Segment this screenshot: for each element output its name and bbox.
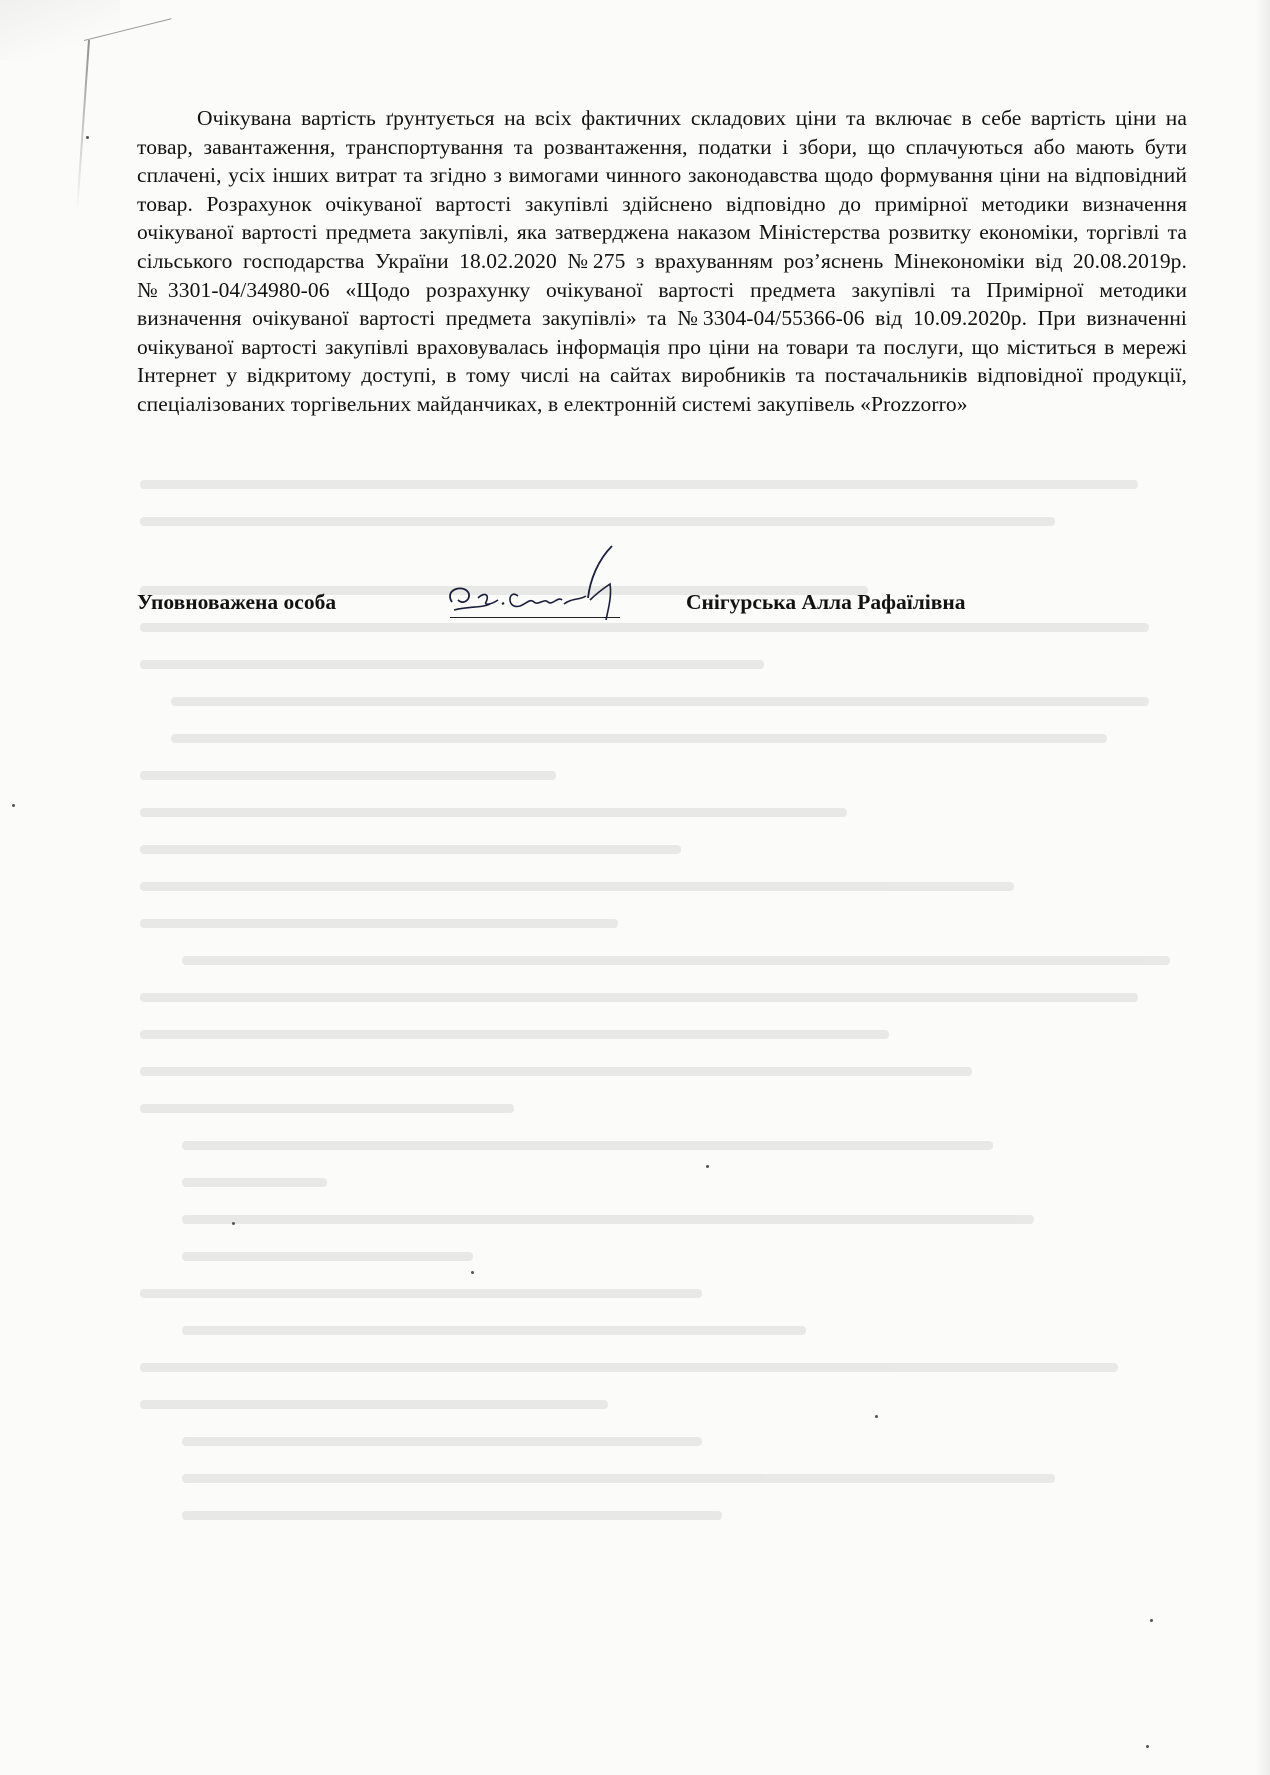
authorized-person-label: Уповноважена особа — [137, 590, 337, 614]
signer-name: Снігурська Алла Рафаїлівна — [686, 590, 966, 614]
page-folded-corner — [0, 0, 120, 60]
expected-cost-justification-paragraph: Очікувана вартість ґрунтується на всіх фактичних складових ціни та включає в себе вартість ціни на товар, завантаження, транспортування та розвантаження, податки і збори, що сплачуються або мають бути сплачені, усіх інших витрат та згідно з вимогами чинного законодавства щодо формування ціни на відповідний товар. Розрахунок очікуваної вартості закупівлі здійснено відповідно до примірної методики визначення очікуваної вартості предмета закупівлі, яка затверджена наказом Міністерства розвитку економіки, торгівлі та сільського господарства України 18.02.2020 №275 з врахуванням роз’яснень Мінекономіки від 20.08.2019р. №3301-04/34980-06 «Щодо розрахунку очікуваної вартості предмета закупівлі та Примірної методики визначення очікуваної вартості предмета закупівлі» та №3304-04/55366-06 від 10.09.2020р. При визначенні очікуваної вартості закупівлі враховувалась інформація про ціни на товари та послуги, що міститься в мережі Інтернет у відкритому доступі, в тому числі на сайтах виробників та постачальників відповідної продукції, спеціалізованих торгівельних майданчиках, в електронній системі закупівель «Prozzorro» — [137, 106, 1187, 416]
handwritten-signature — [440, 540, 660, 630]
page-edge-shadow — [76, 40, 90, 210]
scan-speck — [12, 804, 15, 807]
scan-speck — [1146, 1745, 1149, 1748]
scan-speck — [471, 1271, 474, 1274]
scan-speck — [1150, 1619, 1153, 1622]
scan-speck — [875, 1415, 878, 1418]
scan-edge-shadow — [1256, 0, 1270, 1775]
scan-speck — [86, 136, 89, 139]
signature-block — [137, 590, 1187, 620]
scan-speck — [706, 1165, 709, 1168]
scan-speck — [232, 1222, 235, 1225]
bleed-through-text — [140, 480, 1180, 1700]
